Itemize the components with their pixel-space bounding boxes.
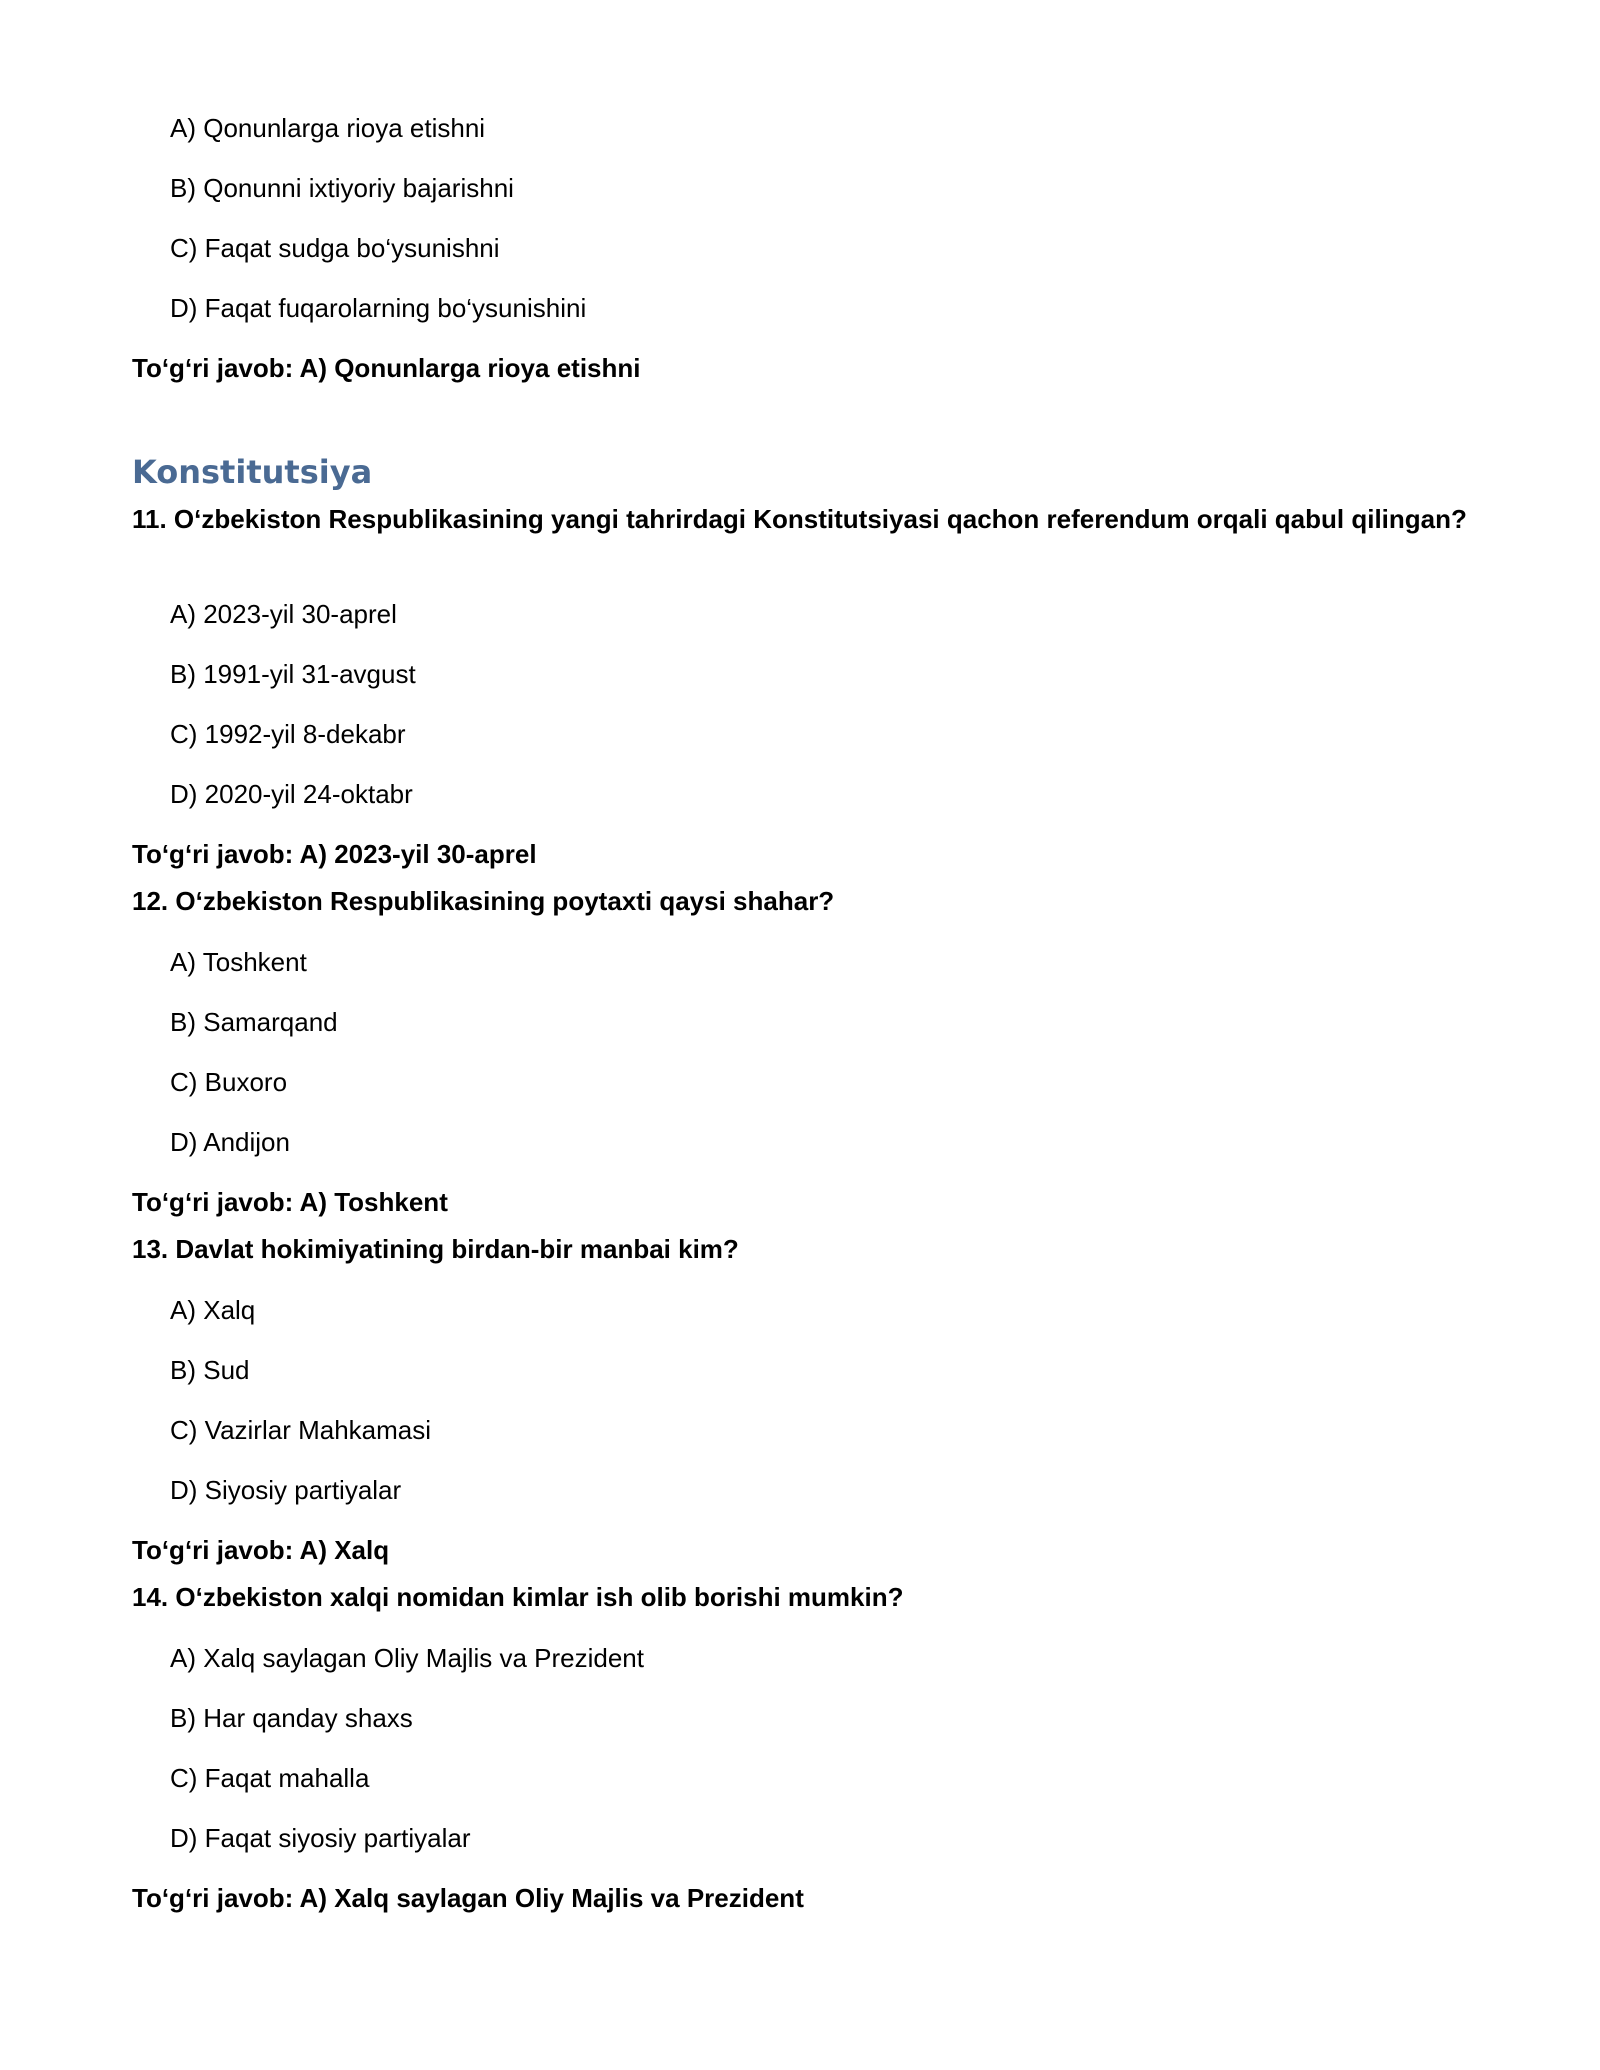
option-d: D) Andijon	[170, 1127, 290, 1157]
option-b: B) 1991-yil 31-avgust	[170, 659, 416, 689]
option-a: A) Qonunlarga rioya etishni	[170, 113, 486, 143]
option-b: B) Qonunni ixtiyoriy bajarishni	[170, 173, 514, 203]
correct-answer: To‘g‘ri javob: A) Xalq saylagan Oliy Majlis va Prezident	[132, 1883, 804, 1913]
option-d: D) 2020-yil 24-oktabr	[170, 779, 413, 809]
option-d: D) Siyosiy partiyalar	[170, 1475, 402, 1505]
option-a: A) Xalq	[170, 1295, 256, 1325]
correct-answer: To‘g‘ri javob: A) Toshkent	[132, 1187, 448, 1217]
option-c: C) 1992-yil 8-dekabr	[170, 719, 406, 749]
option-c: C) Vazirlar Mahkamasi	[170, 1415, 432, 1445]
section-heading: Konstitutsiya	[132, 453, 373, 491]
option-b: B) Sud	[170, 1355, 250, 1385]
option-a: A) Xalq saylagan Oliy Majlis va Prezident	[170, 1643, 644, 1673]
option-d: D) Faqat siyosiy partiyalar	[170, 1823, 471, 1853]
question-text: 13. Davlat hokimiyatining birdan-bir manbai kim?	[132, 1234, 739, 1264]
option-c: C) Buxoro	[170, 1067, 288, 1097]
question-text: 14. O‘zbekiston xalqi nomidan kimlar ish olib borishi mumkin?	[132, 1582, 904, 1612]
option-b: B) Samarqand	[170, 1007, 338, 1037]
correct-answer: To‘g‘ri javob: A) 2023-yil 30-aprel	[132, 839, 537, 869]
correct-answer: To‘g‘ri javob: A) Qonunlarga rioya etishni	[132, 353, 641, 383]
option-b: B) Har qanday shaxs	[170, 1703, 413, 1733]
question-text: 11. O‘zbekiston Respublikasining yangi tahrirdagi Konstitutsiyasi qachon referendum orqali qabul qilingan?	[132, 504, 1467, 534]
option-a: A) 2023-yil 30-aprel	[170, 599, 397, 629]
option-a: A) Toshkent	[170, 947, 307, 977]
question-text: 12. O‘zbekiston Respublikasining poytaxti qaysi shahar?	[132, 886, 835, 916]
correct-answer: To‘g‘ri javob: A) Xalq	[132, 1535, 390, 1565]
option-c: C) Faqat sudga bo‘ysunishni	[170, 233, 500, 263]
option-d: D) Faqat fuqarolarning bo‘ysunishini	[170, 293, 587, 323]
option-c: C) Faqat mahalla	[170, 1763, 370, 1793]
